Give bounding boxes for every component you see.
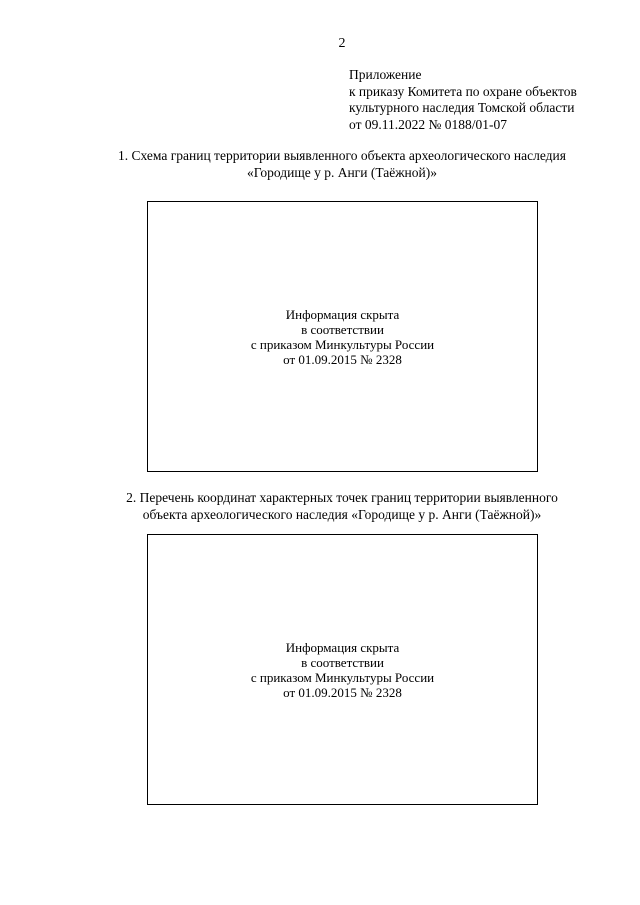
section-2-heading-line: 2. Перечень координат характерных точек границ территории выявленного: [126, 490, 558, 505]
section-2-heading-line: объекта археологического наследия «Городище у р. Анги (Таёжной)»: [142, 507, 542, 522]
section-1-heading: [0, 147, 640, 181]
appendix-line: к приказу Комитета по охране объектов: [349, 83, 577, 99]
hidden-info-notice: [251, 640, 434, 700]
page-number: 2: [338, 36, 346, 51]
section-2-heading: [0, 489, 640, 523]
section-1-hidden-info-box: [147, 201, 538, 472]
appendix-line: от 09.11.2022 № 0188/01-07: [349, 116, 507, 132]
notice-line: Информация скрыта: [285, 306, 400, 322]
section-1-heading-line: «Городище у р. Анги (Таёжной)»: [247, 165, 437, 180]
notice-line: в соответствии: [301, 654, 384, 670]
appendix-line: культурного наследия Томской области: [349, 100, 575, 115]
notice-line: в соответствии: [301, 321, 384, 337]
notice-line: с приказом Минкультуры России: [250, 336, 435, 352]
notice-line: от 01.09.2015 № 2328: [283, 351, 402, 367]
appendix-line: Приложение: [349, 67, 422, 82]
section-2-hidden-info-box: [147, 534, 538, 805]
notice-line: от 01.09.2015 № 2328: [283, 684, 402, 700]
notice-line: Информация скрыта: [285, 639, 400, 655]
appendix-reference: [349, 67, 577, 133]
section-1-heading-line: 1. Схема границ территории выявленного объекта археологического наследия: [118, 148, 566, 163]
notice-line: с приказом Минкультуры России: [250, 669, 435, 685]
hidden-info-notice: [251, 307, 434, 367]
